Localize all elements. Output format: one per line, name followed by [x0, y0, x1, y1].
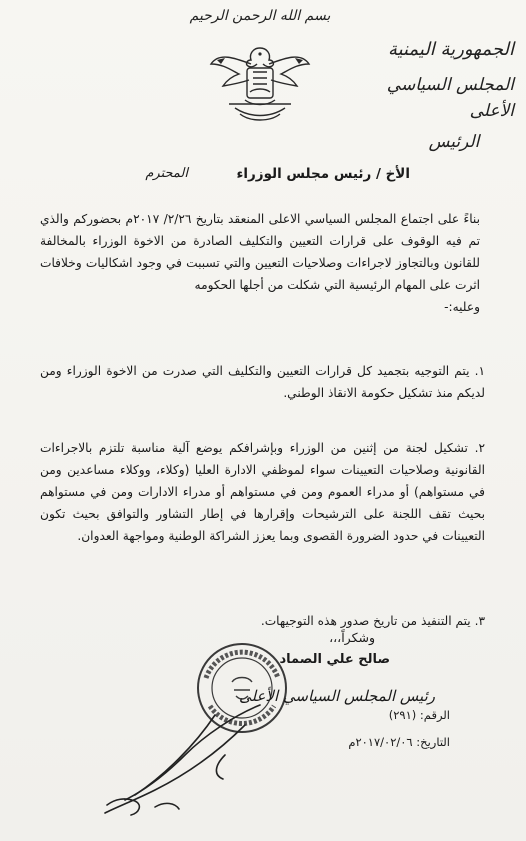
reference-date: التاريخ: ٢٠١٧/٠٢/٠٦م: [348, 735, 450, 749]
addressee: الأخ / رئيس مجلس الوزراء: [236, 166, 410, 182]
office-name: الرئيس: [428, 132, 480, 152]
country-name: الجمهورية اليمنية: [387, 39, 514, 60]
eagle-emblem-icon: [205, 30, 315, 130]
signer-title: رئيس المجلس السياسي الأعلى: [239, 687, 435, 705]
basmala: بسم الله الرحمن الرحيم: [189, 8, 331, 24]
salutation: المحترم: [145, 166, 188, 181]
letter-body: [40, 208, 480, 318]
council-name: المجلس السياسي الأعلى: [386, 75, 514, 121]
directive-item-2: ٢. تشكيل لجنة من إثنين من الوزراء وبإشرافكم يوضع آلية مناسبة تلتزم بالاجراءات القانونية وصلاحيات التعيينات سواء لموظفي الادارة العليا (وكلاء، ووكلاء مساعدين ومن في مستواهم) أو مدراء العموم ومن في مستواهم أو مدراء الادارات ومن في مستواهم بحيث تقف اللجنة على الترشيحات وإقرارها في إطار التشاور والتوافق بحيث تكون التعيينات في حدود الضرورة القصوى وبما يعزز الشراكة الوطنية ومواجهة العدوان.: [40, 441, 485, 543]
handwritten-signature: [95, 695, 270, 825]
closing: وشكراً،،،: [329, 630, 375, 645]
intro-paragraph: بناءً على اجتماع المجلس السياسي الاعلى المنعقد بتاريخ ٢/٢٦/ ٢٠١٧م بحضوركم والذي تم فيه الوقوف على قرارات التعيين والتكليف الصادرة من الاخوة الوزراء بالمخالفة للقانون وبالتجاوز لاجراءات وصلاحيات التعيين والتي تسببت في وجود اشكاليات وخلافات اثرت على المهام الرئيسية التي شكلت من أجلها الحكومه: [40, 212, 480, 292]
signer-name: صالح علي الصماد: [279, 652, 390, 667]
directive-item-1: ١. يتم التوجيه بتجميد كل قرارات التعيين والتكليف التي صدرت من الاخوة الوزراء ومن لديكم منذ تشكيل حكومة الانقاذ الوطني.: [40, 364, 485, 400]
directive-item-3: ٣. يتم التنفيذ من تاريخ صدور هذه التوجيهات.: [260, 614, 485, 628]
letterhead-block: [364, 38, 514, 154]
intro-tail: وعليه:-: [444, 300, 480, 314]
reference-number: الرقم: (٢٩١): [388, 708, 450, 722]
